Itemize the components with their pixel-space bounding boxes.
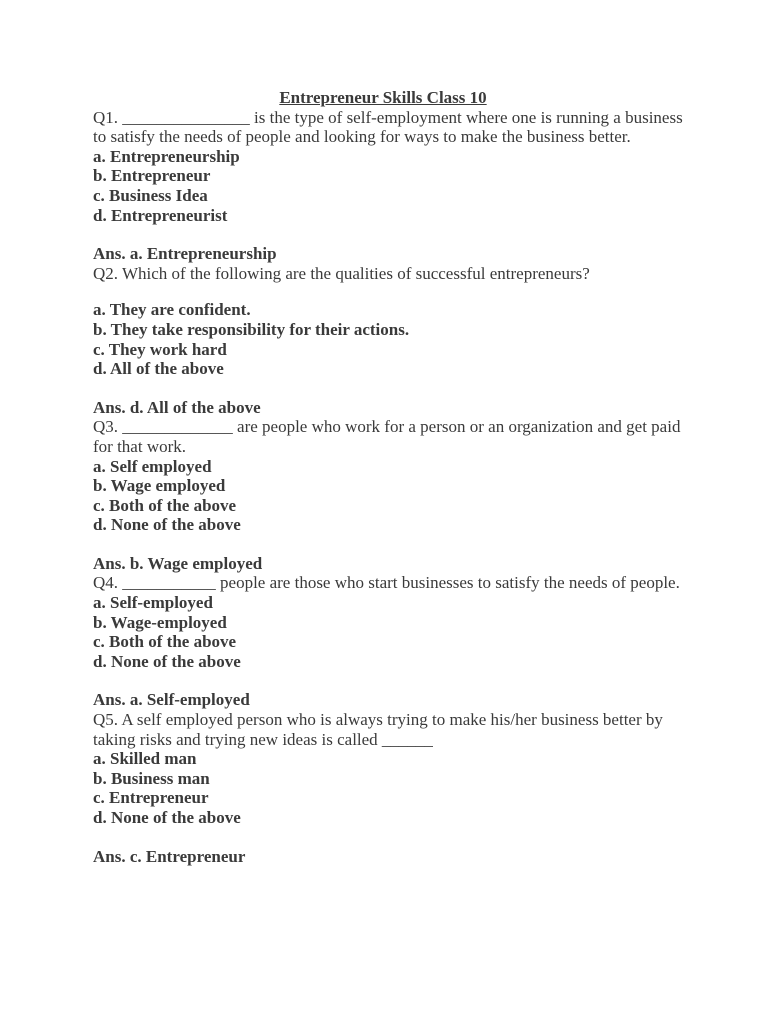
question-4 [93, 573, 683, 710]
answer: Ans. d. All of the above [93, 397, 261, 417]
option-b: b. Wage employed [93, 476, 226, 496]
option-c: c. Both of the above [93, 632, 237, 652]
page-title: Entrepreneur Skills Class 10 [279, 88, 487, 107]
question-2 [93, 264, 683, 418]
question-text: Q1. _______________ is the type of self-employment where one is running a business to satisfy the needs of people and looking for ways to make the business better. [93, 107, 683, 147]
question-text: Q5. A self employed person who is always trying to make his/her business better by taking risks and trying new ideas is called ______ [93, 710, 663, 749]
options-list [93, 593, 683, 671]
answer: Ans. c. Entrepreneur [93, 846, 246, 866]
document-content [93, 88, 683, 866]
question-1 [93, 108, 683, 264]
option-d: d. All of the above [93, 359, 224, 379]
option-c: c. Business Idea [93, 185, 208, 205]
question-5 [93, 710, 683, 866]
option-c: c. They work hard [93, 339, 227, 359]
option-a: a. Entrepreneurship [93, 146, 240, 166]
answer: Ans. a. Self-employed [93, 690, 250, 710]
option-d: d. None of the above [93, 808, 241, 827]
question-text: Q4. ___________ people are those who start businesses to satisfy the needs of people. [93, 573, 680, 593]
answer: Ans. a. Entrepreneurship [93, 244, 277, 264]
option-b: b. Business man [93, 768, 210, 788]
option-a: a. Self employed [93, 456, 212, 476]
option-c: c. Both of the above [93, 495, 237, 515]
answer: Ans. b. Wage employed [93, 553, 263, 573]
option-a: a. They are confident. [93, 300, 251, 320]
question-text: Q2. Which of the following are the qualities of successful entrepreneurs? [93, 263, 590, 283]
option-a: a. Self-employed [93, 593, 213, 613]
option-b: b. They take responsibility for their actions. [93, 319, 410, 339]
option-d: d. Entrepreneurist [93, 205, 228, 225]
question-3 [93, 417, 683, 573]
option-a: a. Skilled man [93, 749, 197, 769]
options-list [93, 749, 683, 827]
options-list [93, 457, 683, 535]
option-c: c. Entrepreneur [93, 788, 209, 808]
option-b: b. Wage-employed [93, 612, 227, 632]
options-list [93, 147, 683, 225]
option-d: d. None of the above [93, 515, 241, 535]
options-list [93, 300, 683, 378]
question-text: Q3. _____________ are people who work for a person or an organization and get paid for that work. [93, 417, 681, 456]
option-d: d. None of the above [93, 651, 241, 671]
option-b: b. Entrepreneur [93, 166, 211, 186]
